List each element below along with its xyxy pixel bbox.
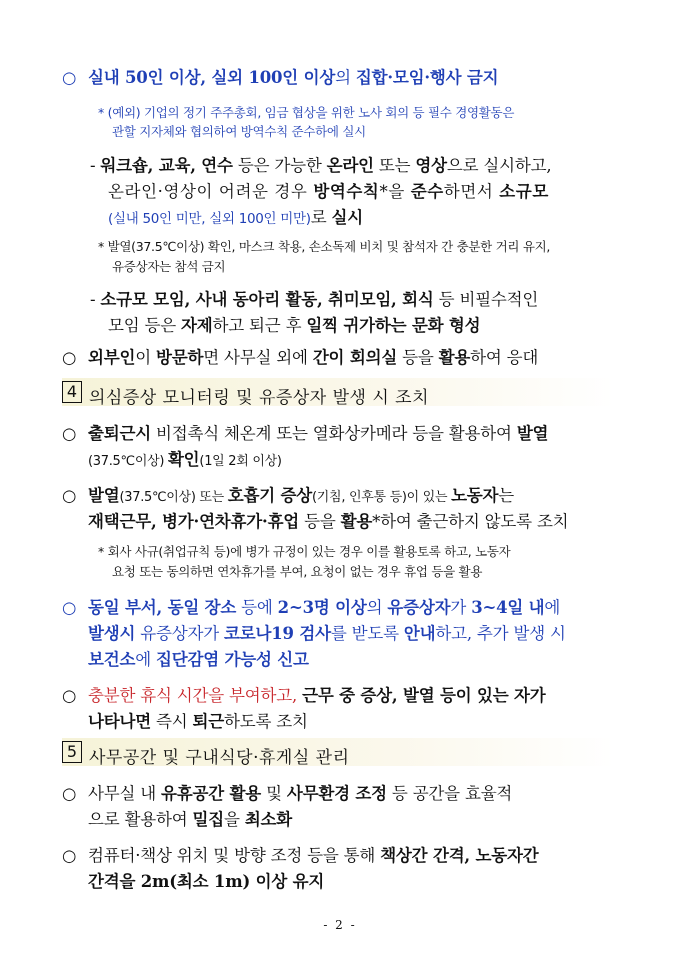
bullet-desk-distance-line1: ○ 컴퓨터·책상 위치 및 방향 조정 등을 통해 책상간 간격, 노동자간 <box>62 846 539 865</box>
bullet-symptoms-line2: 재택근무, 병가·연차휴가·휴업 등을 활용*하여 출근하지 않도록 조치 <box>88 512 569 531</box>
bullet-office-space-line1: ○ 사무실 내 유휴공간 활용 및 사무환경 조정 등 공간을 효율적 <box>62 784 513 803</box>
bullet-commute-check-line2: (37.5℃이상) 확인(1일 2회 이상) <box>88 450 282 469</box>
section-header-5 <box>62 738 614 766</box>
page-number: - 2 - <box>323 918 357 932</box>
note-quarantine-line2: 유증상자는 참석 금지 <box>112 259 226 274</box>
bullet-cluster-report-line2: 발생시 유증상자가 코로나19 검사를 받도록 안내하고, 추가 발생 시 <box>88 624 566 643</box>
section-title-4: 의심증상 모니터링 및 유증상자 발생 시 조치 <box>89 388 430 408</box>
note-sick-leave-line2: 요청 또는 동의하면 연차휴가를 부여, 요청이 없는 경우 휴업 등을 활용 <box>112 564 483 579</box>
dash-workshop-line3: (실내 50인 미만, 실외 100인 미만)로 실시 <box>108 208 364 227</box>
note-exception-line1: * (예외) 기업의 정기 주주총회, 임금 협상을 위한 노사 회의 등 필수 경영활동은 <box>98 105 515 120</box>
dash-workshop-line2: 온라인·영상이 어려운 경우 방역수칙*을 준수하면서 소규모 <box>108 182 549 201</box>
section-number-4: 4 <box>62 381 82 403</box>
note-quarantine-line1: * 발열(37.5℃이상) 확인, 마스크 착용, 손소독제 비치 및 참석자 간 충분한 거리 유지, <box>98 239 551 254</box>
note-exception-line2: 관할 지자체와 협의하여 방역수칙 준수하에 실시 <box>112 124 366 139</box>
dash-small-gathering-line2: 모임 등은 자제하고 퇴근 후 일찍 귀가하는 문화 형성 <box>108 316 481 335</box>
bullet-symptoms-line1: ○ 발열(37.5℃이상) 또는 호흡기 증상(기침, 인후통 등)이 있는 노동자는 <box>62 486 515 505</box>
bullet-cluster-report-line3: 보건소에 집단감염 가능성 신고 <box>88 650 309 669</box>
bullet-visitors: ○ 외부인이 방문하면 사무실 외에 간이 회의실 등을 활용하여 응대 <box>62 348 539 367</box>
section-title-5: 사무공간 및 구내식당·휴게실 관리 <box>89 748 350 768</box>
dash-workshop-line1: - 워크숍, 교육, 연수 등은 가능한 온라인 또는 영상으로 실시하고, <box>90 156 552 175</box>
bullet-desk-distance-line2: 간격을 2m(최소 1m) 이상 유지 <box>88 872 325 891</box>
bullet-commute-check-line1: ○ 출퇴근시 비접촉식 체온계 또는 열화상카메라 등을 활용하여 발열 <box>62 424 549 443</box>
bullet-office-space-line2: 으로 활용하여 밀집을 최소화 <box>88 810 293 829</box>
bullet-rest-leave-line2: 나타나면 즉시 퇴근하도록 조치 <box>88 712 308 731</box>
bullet-gathering-ban: ○ 실내 50인 이상, 실외 100인 이상의 집합·모임·행사 금지 <box>62 68 499 87</box>
dash-small-gathering-line1: - 소규모 모임, 사내 동아리 활동, 취미모임, 회식 등 비필수적인 <box>90 290 539 309</box>
bullet-rest-leave-line1: ○ 충분한 휴식 시간을 부여하고, 근무 중 증상, 발열 등이 있는 자가 <box>62 686 546 705</box>
bullet-cluster-report-line1: ○ 동일 부서, 동일 장소 등에 2~3명 이상의 유증상자가 3~4일 내에 <box>62 598 561 617</box>
section-header-4 <box>62 378 614 406</box>
note-sick-leave-line1: * 회사 사규(취업규칙 등)에 병가 규정이 있는 경우 이를 활용토록 하고, 노동자 <box>98 544 511 559</box>
section-number-5: 5 <box>62 741 82 763</box>
